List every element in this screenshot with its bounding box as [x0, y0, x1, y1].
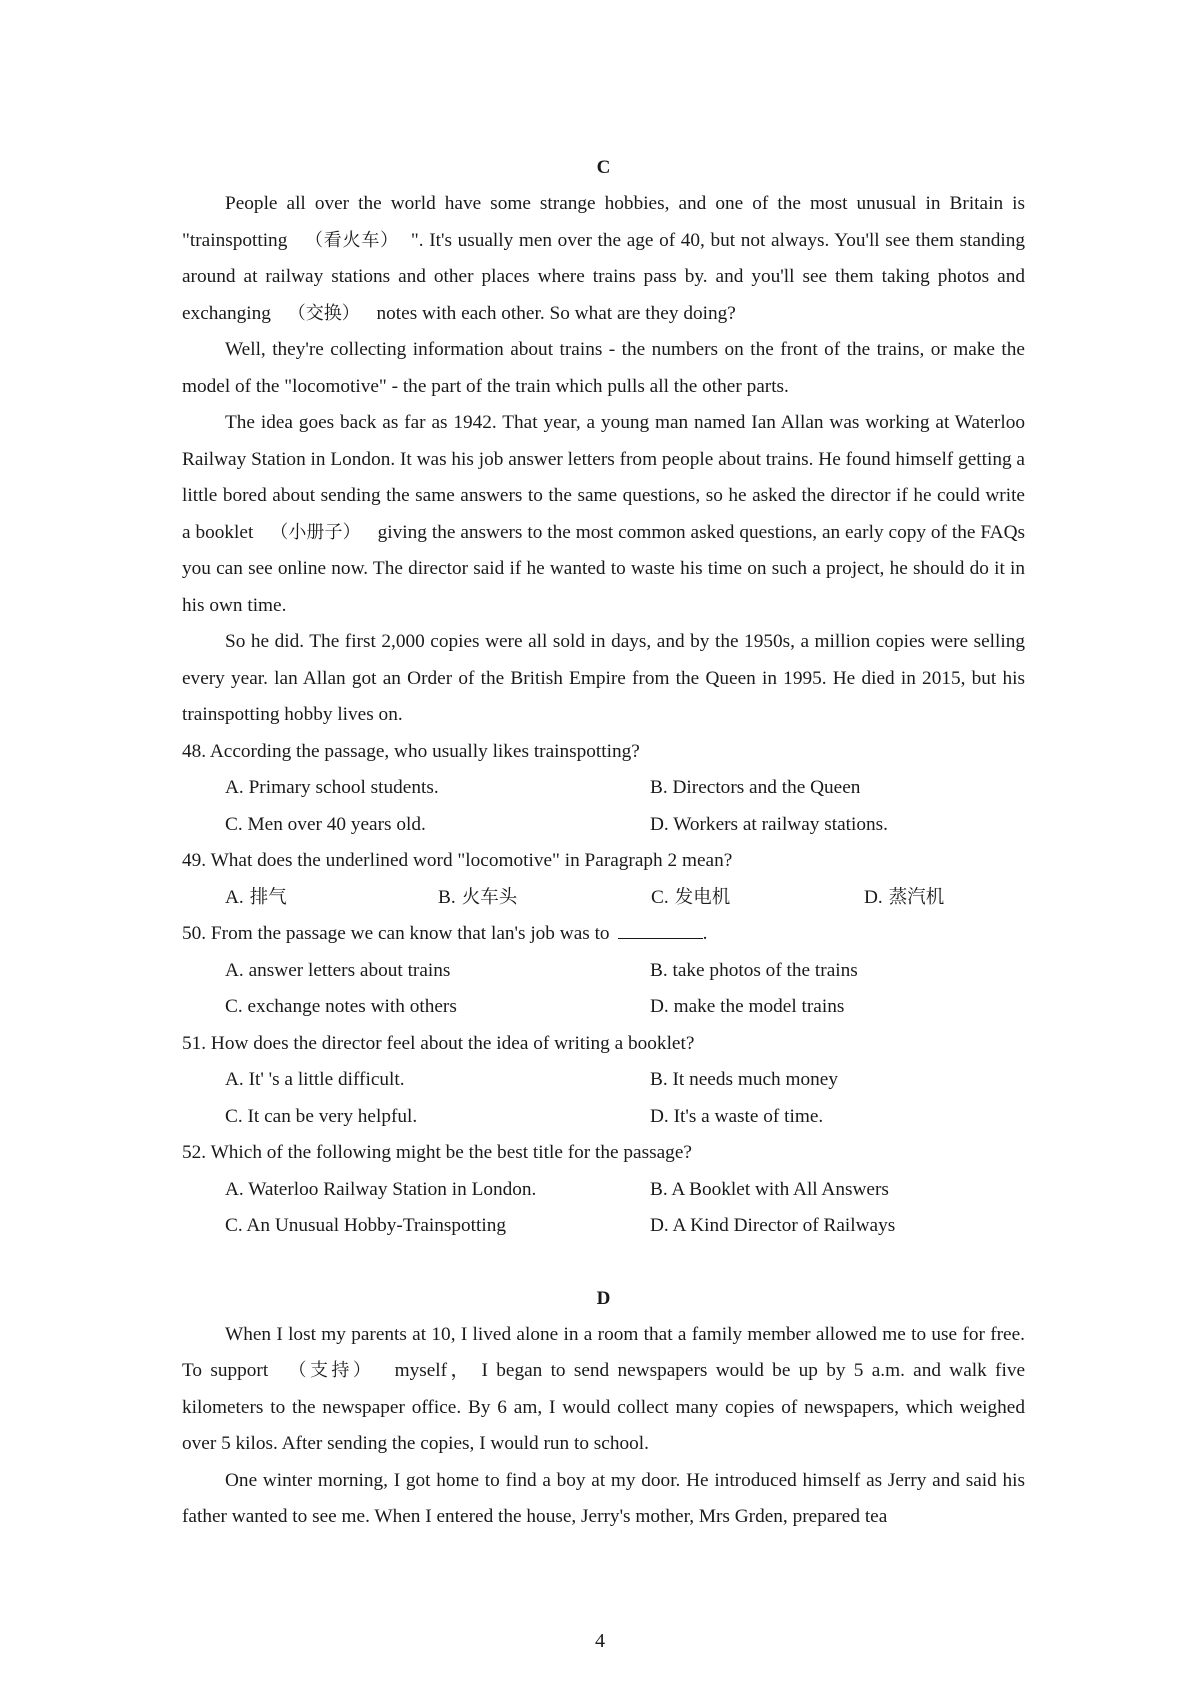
option-c: C. It can be very helpful. [225, 1105, 418, 1127]
passage-d-paragraph-1: When I lost my parents at 10, I lived alone in a room that a family member allowed me to use for free. To support （支持） myself， I began to send newspapers would be up by 5 a.m. and walk five kilometers to the newspaper office. By 6 am, I would collect many copies of newspapers, which weighed over 5 kilos. After sending the copies, I would run to school. [182, 1323, 1026, 1454]
question-49-stem: 49. What does the underlined word "locomotive" in Paragraph 2 mean? [182, 850, 733, 871]
option-c: C. exchange notes with others [225, 996, 457, 1017]
passage-d-paragraph-2: One winter morning, I got home to find a boy at my door. He introduced himself as Jerry and said his father wanted to see me. When I entered the house, Jerry's mother, Mrs Grden, prepared tea [182, 1469, 1025, 1527]
option-b: B. Directors and the Queen [650, 777, 861, 798]
question-50-stem: 50. From the passage we can know that lan's job was to . [182, 916, 1025, 953]
question-48-options [182, 770, 1025, 843]
option-b: B. A Booklet with All Answers [650, 1178, 889, 1200]
option-a: A. Primary school students. [225, 777, 439, 798]
option-d: D. A Kind Director of Railways [650, 1215, 896, 1236]
option-c: C. Men over 40 years old. [225, 813, 426, 835]
question-50-options [182, 953, 1025, 1026]
question-52-stem: 52. Which of the following might be the best title for the passage? [182, 1142, 692, 1163]
option-d: D. It's a waste of time. [650, 1105, 824, 1127]
option-d: D. make the model trains [650, 996, 845, 1017]
section-gap [182, 1245, 1025, 1281]
question-51-options [182, 1062, 1025, 1135]
question-52-options [182, 1172, 1025, 1245]
chinese-gloss: （交换） [287, 302, 360, 324]
passage-c-paragraph-2: Well, they're collecting information about trains - the numbers on the front of the trains, or make the model of the "locomotive" - the part of the train which pulls all the other parts. [182, 339, 1025, 397]
option-b: B. 火车头 [438, 886, 518, 908]
chinese-gloss: （看火车） [304, 229, 399, 251]
option-a: A. 排气 [225, 886, 287, 908]
passage-c-paragraph-1: People all over the world have some strange hobbies, and one of the most unusual in Britain is "trainspotting （看火车） ". It's usually men over the age of 40, but not always. You'll see them standing around at railway stations and other places where trains pass by. and you'll see them taking photos and exchanging （交换） notes with each other. So what are they doing? [182, 193, 1025, 324]
page-number: 4 [595, 1630, 605, 1652]
chinese-gloss: （小册子） [270, 521, 361, 543]
question-48-stem: 48. According the passage, who usually likes trainspotting? [182, 740, 640, 762]
passage-c-paragraph-4: So he did. The first 2,000 copies were all sold in days, and by the 1950s, a million copies were selling every year. lan Allan got an Order of the British Empire from the Queen in 1995. He died in 2015, but his trainspotting hobby lives on. [182, 631, 1025, 725]
passage-c-paragraph-3: The idea goes back as far as 1942. That year, a young man named Ian Allan was working at Waterloo Railway Station in London. It was his job answer letters from people about trains. He found himself getting a little bored about sending the same answers to the same questions, so he asked the director if he could write a booklet （小册子） giving the answers to the most common asked questions, an early copy of the FAQs you can see online now. The director said if he wanted to waste his time on such a project, he should do it in his own time. [182, 412, 1026, 616]
option-a: A. answer letters about trains [225, 959, 451, 981]
option-d: D. 蒸汽机 [864, 886, 945, 908]
option-a: A. Waterloo Railway Station in London. [225, 1178, 537, 1200]
option-b: B. It needs much money [650, 1069, 838, 1090]
answer-blank [618, 920, 703, 939]
chinese-gloss: （支持） [288, 1360, 375, 1381]
question-49-options [182, 880, 1025, 917]
option-c: C. An Unusual Hobby-Trainspotting [225, 1215, 507, 1236]
document-page [182, 150, 1025, 1536]
option-c: C. 发电机 [651, 886, 731, 908]
option-d: D. Workers at railway stations. [650, 813, 888, 835]
question-51-stem: 51. How does the director feel about the idea of writing a booklet? [182, 1032, 695, 1054]
option-b: B. take photos of the trains [650, 959, 858, 981]
option-a: A. It' 's a little difficult. [225, 1069, 405, 1090]
section-c-title: C [596, 157, 611, 178]
section-d-title: D [596, 1287, 611, 1309]
